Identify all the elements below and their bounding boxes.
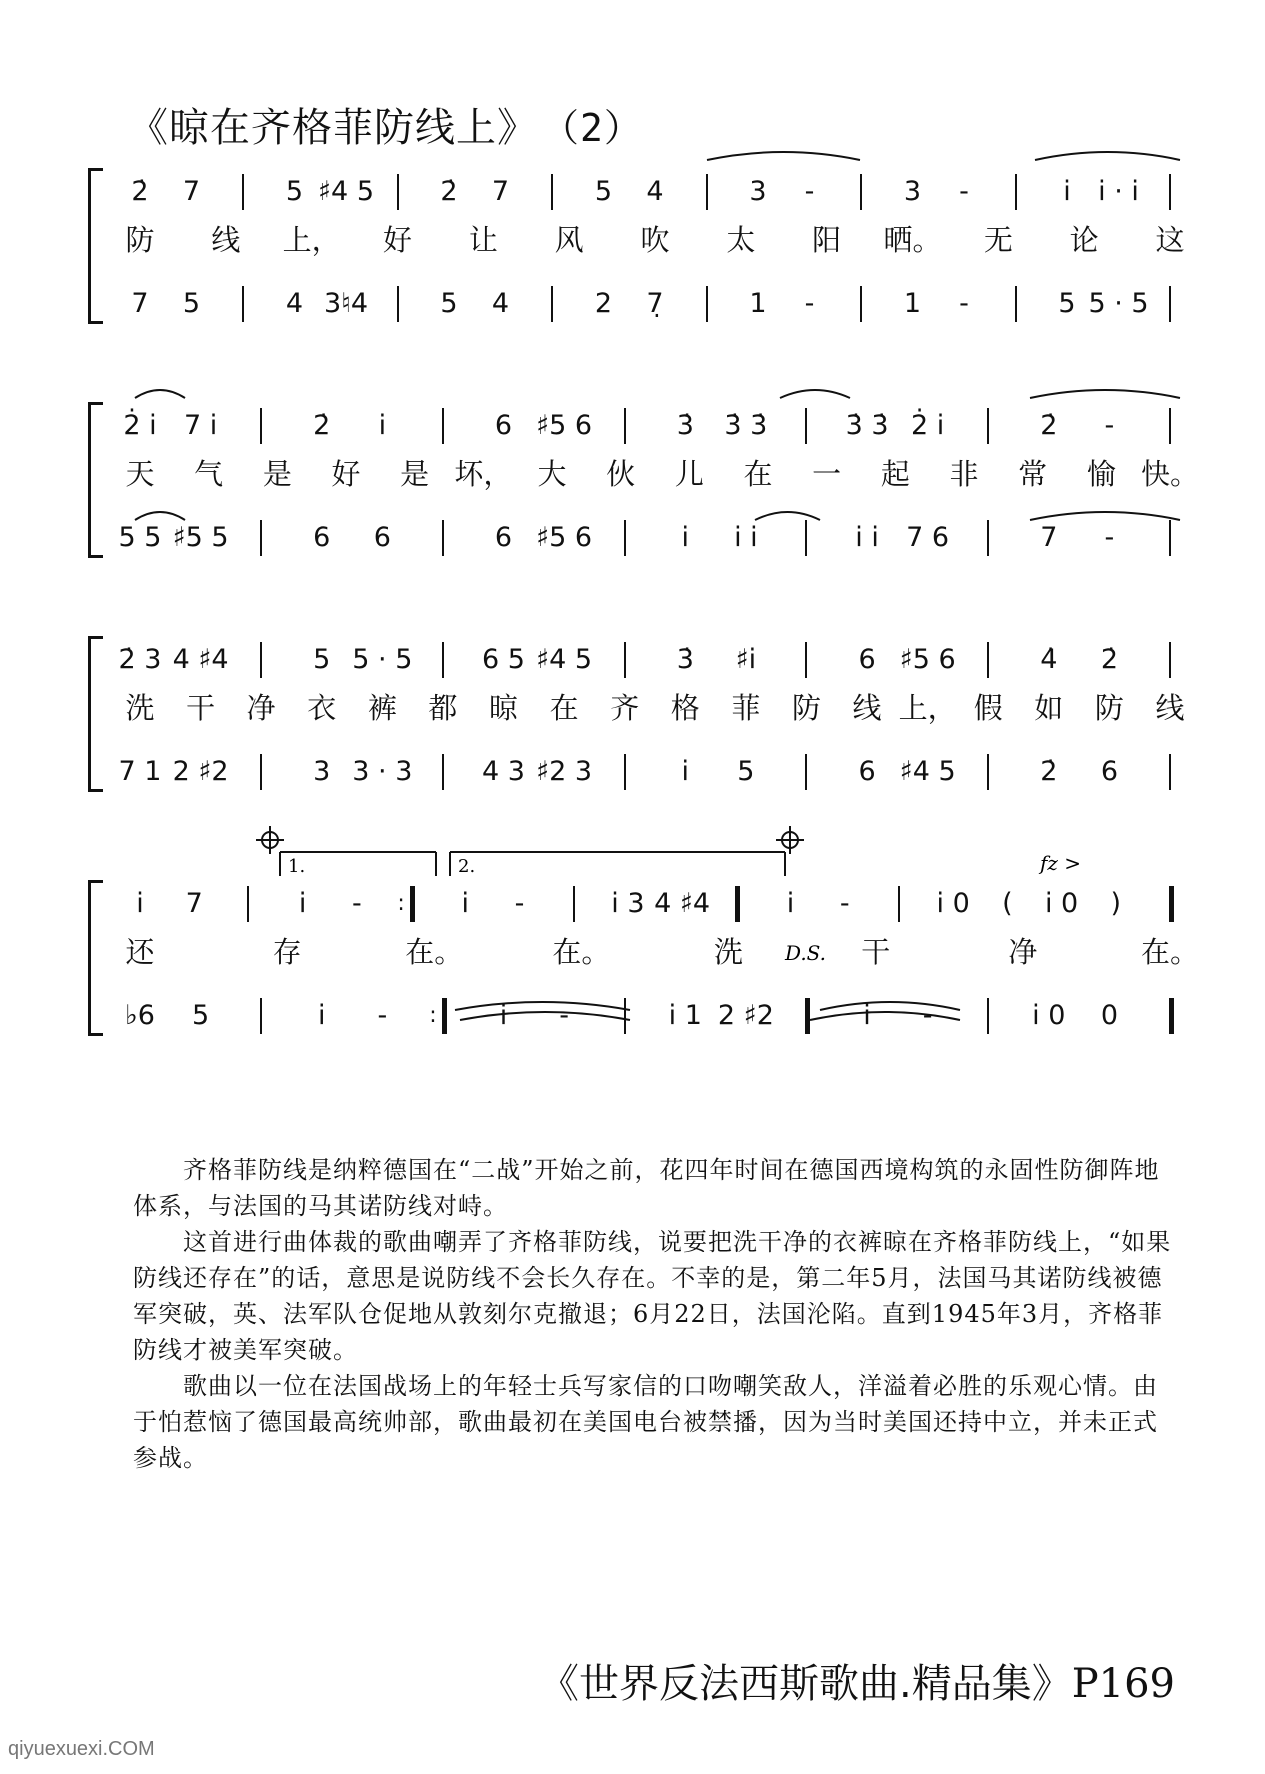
lyric-syllable: 还 [125, 935, 155, 969]
note-token: 5 [285, 176, 304, 207]
note-token: - [804, 288, 815, 319]
note-token: ( [1002, 888, 1013, 919]
note-token: i [298, 888, 307, 919]
lyric-syllable: 净 [1008, 935, 1038, 969]
lyric-syllable: 在。 [552, 935, 611, 969]
barline [551, 286, 553, 322]
barline [860, 174, 862, 210]
lyric-syllable: 净 [246, 691, 276, 725]
note-token: ♯5 6 [536, 410, 593, 441]
note-token: 3̇ 3̇ [845, 410, 889, 441]
note-token: 2̇ [1040, 410, 1058, 441]
song-title: 《晾在齐格菲防线上》 [128, 105, 538, 151]
barline [898, 886, 900, 922]
slur-mark [135, 390, 185, 398]
note-token: 4 3 [482, 756, 525, 787]
note-token: 5 [440, 288, 458, 319]
barline [1169, 408, 1171, 444]
note-token: 2̇ 3 [118, 644, 162, 675]
note-token: 3 [313, 756, 331, 787]
part-number: （2） [560, 106, 643, 150]
note-token: 2 [594, 288, 613, 319]
note-token: 3 [749, 176, 767, 207]
slur-mark [1030, 390, 1180, 398]
lyric-syllable: 防 [1094, 691, 1124, 725]
lyric-syllable: 这 [1155, 223, 1185, 257]
barline [805, 754, 807, 790]
barline [987, 998, 989, 1034]
lyric-syllable: 大 [537, 457, 567, 491]
note-token: i [786, 888, 795, 919]
note-token: 5 [1058, 288, 1076, 319]
barline [987, 642, 989, 678]
barline [1015, 286, 1017, 322]
barline [397, 174, 399, 210]
note-token: ♯i [735, 644, 757, 675]
barline [1169, 520, 1171, 556]
note-token: - [1104, 410, 1115, 441]
lyric-syllable: 衣 [307, 691, 337, 725]
note-token: 1 [903, 288, 922, 319]
barline [442, 642, 444, 678]
note-token: 3♮4 [323, 288, 369, 319]
note-token: 7 [491, 176, 510, 207]
barline [260, 754, 262, 790]
lyric-syllable: 在。 [1140, 935, 1200, 969]
lyric-syllable: 在。 [405, 935, 464, 969]
note-token: 4 [491, 288, 510, 319]
barline [805, 642, 807, 678]
note-token: i 3 [611, 888, 645, 919]
note-token: 6 [858, 644, 876, 675]
repeat-dots: : [429, 1003, 437, 1028]
lyric-syllable: 吹 [640, 223, 670, 257]
lyric-syllable: 坏， [454, 457, 513, 491]
note-token: 5 5 [118, 522, 162, 553]
music-system [0, 402, 1265, 572]
note-token: 7̣ [646, 288, 664, 319]
double-barline [1169, 886, 1174, 922]
lyric-syllable: 伙 [606, 457, 636, 491]
double-barline [1169, 998, 1174, 1034]
note-token: 5 [182, 288, 201, 319]
note-token: ♯4 5 [536, 644, 593, 675]
lyric-syllable: 如 [1034, 691, 1064, 725]
note-token: i [499, 1000, 508, 1031]
music-system [0, 168, 1265, 338]
repeat-barline [442, 998, 447, 1034]
note-token: i [317, 1000, 326, 1031]
lyric-syllable: 让 [468, 223, 498, 257]
barline [706, 174, 708, 210]
lower-voice [0, 514, 1265, 562]
lyric-syllable: 非 [949, 457, 979, 491]
lyric-syllable: 都 [428, 691, 458, 725]
lyric-syllable: 愉 [1086, 457, 1116, 491]
slur-mark [780, 390, 850, 398]
barline [242, 286, 244, 322]
note-token: 7 [1040, 522, 1058, 553]
lyric-syllable: 格 [670, 691, 700, 725]
barline [1169, 286, 1171, 322]
slur-mark [1035, 152, 1180, 160]
lyrics-line [0, 450, 1265, 498]
double-barline [735, 886, 740, 922]
lyric-syllable: 快。 [1140, 457, 1200, 491]
double-barline [805, 998, 810, 1034]
note-token: i 0 [936, 888, 970, 919]
ds-marking: D.S. [785, 941, 827, 965]
lower-voice [0, 280, 1265, 328]
note-token: 5 · 5 [1088, 288, 1149, 319]
barline [805, 408, 807, 444]
lyric-syllable: 天 [125, 457, 155, 491]
note-token: - [377, 1000, 388, 1031]
lyric-syllable: 无 [983, 223, 1013, 257]
lyric-syllable: 在 [549, 691, 579, 725]
barline [397, 286, 399, 322]
note-token: 2 ♯2 [172, 756, 229, 787]
lyric-syllable: 洗 [714, 935, 744, 969]
note-token: i · i [1098, 176, 1139, 207]
note-token: - [839, 888, 850, 919]
slur-mark [707, 152, 860, 160]
note-token: 7 i [183, 410, 218, 441]
barline [624, 520, 626, 556]
note-token: i [681, 756, 690, 787]
music-system [0, 636, 1265, 806]
lyric-syllable: 干 [861, 935, 891, 969]
note-token: 3̇ [676, 644, 694, 675]
lyric-syllable: 晒。 [883, 223, 942, 257]
lyric-syllable: 晾 [489, 691, 519, 725]
barline [573, 886, 575, 922]
lyric-syllable: 防 [125, 223, 155, 257]
note-token: - [559, 1000, 569, 1031]
lyric-syllable: 线 [852, 691, 882, 725]
lyric-syllable: 常 [1018, 457, 1048, 491]
note-token: 2̇ [1100, 644, 1118, 675]
note-token: i [681, 522, 690, 553]
lyrics-line [0, 928, 1265, 976]
note-token: 6 [494, 522, 513, 553]
note-token: ♯4 5 [899, 756, 956, 787]
note-token: 2̇ [1040, 756, 1058, 787]
note-token: 5 [191, 1000, 210, 1031]
barline [442, 754, 444, 790]
dynamic-marking: fz > [1040, 851, 1082, 875]
note-token: i i [734, 522, 758, 553]
barline [987, 408, 989, 444]
lyric-syllable: 是 [400, 457, 430, 491]
note-token: i [378, 410, 387, 441]
note-token: i i [855, 522, 879, 553]
barline [860, 286, 862, 322]
note-token: 6 [494, 410, 513, 441]
barline [442, 520, 444, 556]
note-paragraph: 这首进行曲体裁的歌曲嘲弄了齐格菲防线，说要把洗干净的衣裤晾在齐格菲防线上，“如果防线还存在”的话，意思是说防线不会长久存在。不幸的是，第二年5月，法国马其诺防线被德军突破，英、法军队仓促地从敦刻尔克撤退；6月22日，法国沦陷。直到1945年3月，齐格菲防线才被美军突破。 [133, 1228, 1172, 1364]
upper-voice [0, 880, 1265, 928]
note-token: ♭6 [125, 1000, 155, 1031]
lyric-syllable: 干 [186, 691, 216, 725]
barline [624, 642, 626, 678]
note-token: - [804, 176, 815, 207]
lower-voice [0, 748, 1265, 796]
lyric-syllable: 气 [194, 457, 224, 491]
note-token: - [922, 1000, 933, 1031]
lyric-syllable: 儿 [674, 457, 704, 491]
upper-voice [0, 402, 1265, 450]
lyric-syllable: 好 [331, 457, 361, 491]
note-token: i [1063, 176, 1071, 207]
note-token: ♯5 6 [536, 522, 593, 553]
note-token: 4 ♯4 [172, 644, 229, 675]
note-token: - [351, 888, 362, 919]
note-token: 4 ♯4 [654, 888, 711, 919]
music-system [0, 880, 1265, 1050]
repeat-dots: : [397, 891, 405, 916]
note-token: i [863, 1000, 871, 1031]
source-citation [539, 1652, 1175, 1709]
note-token: 4 [646, 176, 664, 207]
lyric-syllable: 论 [1069, 223, 1099, 257]
note-token: 2 ♯2 [717, 1000, 774, 1031]
volta-2-label: 2. [458, 856, 476, 877]
note-token: 6 5 [482, 644, 525, 675]
barline [706, 286, 708, 322]
note-token: 2̇ i [911, 410, 945, 441]
barline [260, 520, 262, 556]
note-token: - [959, 176, 969, 207]
note-token: i 0 [1044, 888, 1079, 919]
barline [805, 520, 807, 556]
lyric-syllable: 裤 [367, 691, 397, 725]
lyric-syllable: 洗 [125, 691, 155, 725]
note-token: 6 [373, 522, 391, 553]
note-token: ♯2 3 [536, 756, 593, 787]
lyric-syllable: 齐 [610, 691, 640, 725]
lyric-syllable: 阳 [812, 223, 842, 257]
note-token: - [959, 288, 969, 319]
barline [624, 998, 626, 1034]
lyrics-line [0, 216, 1265, 264]
note-token: 2̇ i [123, 410, 157, 441]
lyric-syllable: 上， [898, 691, 957, 725]
barline [260, 408, 262, 444]
barline [624, 408, 626, 444]
note-token: 3̇ 3̇ [724, 410, 768, 441]
note-paragraph: 歌曲以一位在法国战场上的年轻士兵写家信的口吻嘲笑敌人，洋溢着必胜的乐观心情。由于怕惹恼了德国最高统帅部，歌曲最初在美国电台被禁播，因为当时美国还持中立，并未正式参战。 [133, 1372, 1158, 1472]
page-title [128, 96, 643, 153]
note-token: 0 [1100, 1000, 1118, 1031]
barline [1169, 174, 1171, 210]
repeat-barline [410, 886, 415, 922]
barline [442, 408, 444, 444]
note-token: 6 [313, 522, 331, 553]
barline [260, 998, 262, 1034]
note-token: 2̇ [131, 176, 149, 207]
barline [1169, 754, 1171, 790]
source-page: P169 [1071, 1661, 1175, 1707]
barline [551, 174, 553, 210]
lyric-syllable: 线 [1155, 691, 1185, 725]
barline [242, 174, 244, 210]
lyric-syllable: 假 [973, 691, 1003, 725]
note-token: 2̇ [440, 176, 458, 207]
lyric-syllable: 线 [211, 223, 241, 257]
lyric-syllable: 是 [262, 457, 292, 491]
lyric-syllable: 存 [272, 935, 302, 969]
note-token: 6 [1100, 756, 1118, 787]
note-token: ♯5 6 [899, 644, 956, 675]
coda-sign-icon [782, 832, 798, 848]
note-token: 5 [313, 644, 331, 675]
barline [260, 642, 262, 678]
note-token: ♯4 5 [317, 176, 375, 207]
lyrics-line [0, 684, 1265, 732]
note-token: 5 · 5 [352, 644, 413, 675]
lyric-syllable: 防 [791, 691, 821, 725]
barline [1169, 642, 1171, 678]
watermark: qiyuexuexi.COM [8, 1738, 155, 1760]
note-token: i 1 [668, 1000, 702, 1031]
note-token: 7 [185, 888, 203, 919]
note-token: - [1104, 522, 1115, 553]
note-token: 2̇ [313, 410, 331, 441]
note-token: 5 [594, 176, 613, 207]
volta-1-label: 1. [288, 856, 306, 877]
note-token: - [514, 888, 525, 919]
lyric-syllable: 太 [726, 223, 756, 257]
barline [624, 754, 626, 790]
note-token: 4̇ [1040, 644, 1058, 675]
lyric-syllable: 在 [743, 457, 773, 491]
note-token: 5 [737, 756, 755, 787]
note-token: 1 [749, 288, 767, 319]
lower-voice [0, 992, 1265, 1040]
lyric-syllable: 风 [554, 223, 584, 257]
coda-sign-icon [262, 832, 278, 848]
note-token: 7 1 [118, 756, 162, 787]
note-token: 6 [858, 756, 876, 787]
note-token: ) [1110, 888, 1122, 919]
note-token: i [461, 888, 470, 919]
note-token: ♯5 5 [172, 522, 229, 553]
barline [1015, 174, 1017, 210]
note-token: 7 [182, 176, 201, 207]
note-token: 7 [131, 288, 149, 319]
barline [247, 886, 249, 922]
lyric-syllable: 上， [282, 223, 341, 257]
note-token: 7 6 [906, 522, 950, 553]
upper-voice [0, 636, 1265, 684]
upper-voice [0, 168, 1265, 216]
note-token: 3̇ [676, 410, 694, 441]
source-book: 《世界反法西斯歌曲.精品集》 [539, 1661, 1072, 1707]
note-token: 3 [903, 176, 922, 207]
lyric-syllable: 一 [812, 457, 842, 491]
note-token: 3 · 3 [352, 756, 413, 787]
lyric-syllable: 起 [880, 457, 910, 491]
lyric-syllable: 好 [382, 223, 413, 257]
note-token: i [136, 888, 144, 919]
note-token: 4 [285, 288, 304, 319]
barline [987, 520, 989, 556]
barline [987, 754, 989, 790]
note-token: i 0 [1032, 1000, 1066, 1031]
notes-text [133, 1152, 1178, 1476]
lyric-syllable: 菲 [731, 691, 761, 725]
note-paragraph: 齐格菲防线是纳粹德国在“二战”开始之前，花四年时间在德国西境构筑的永固性防御阵地体系，与法国的马其诺防线对峙。 [133, 1156, 1160, 1220]
